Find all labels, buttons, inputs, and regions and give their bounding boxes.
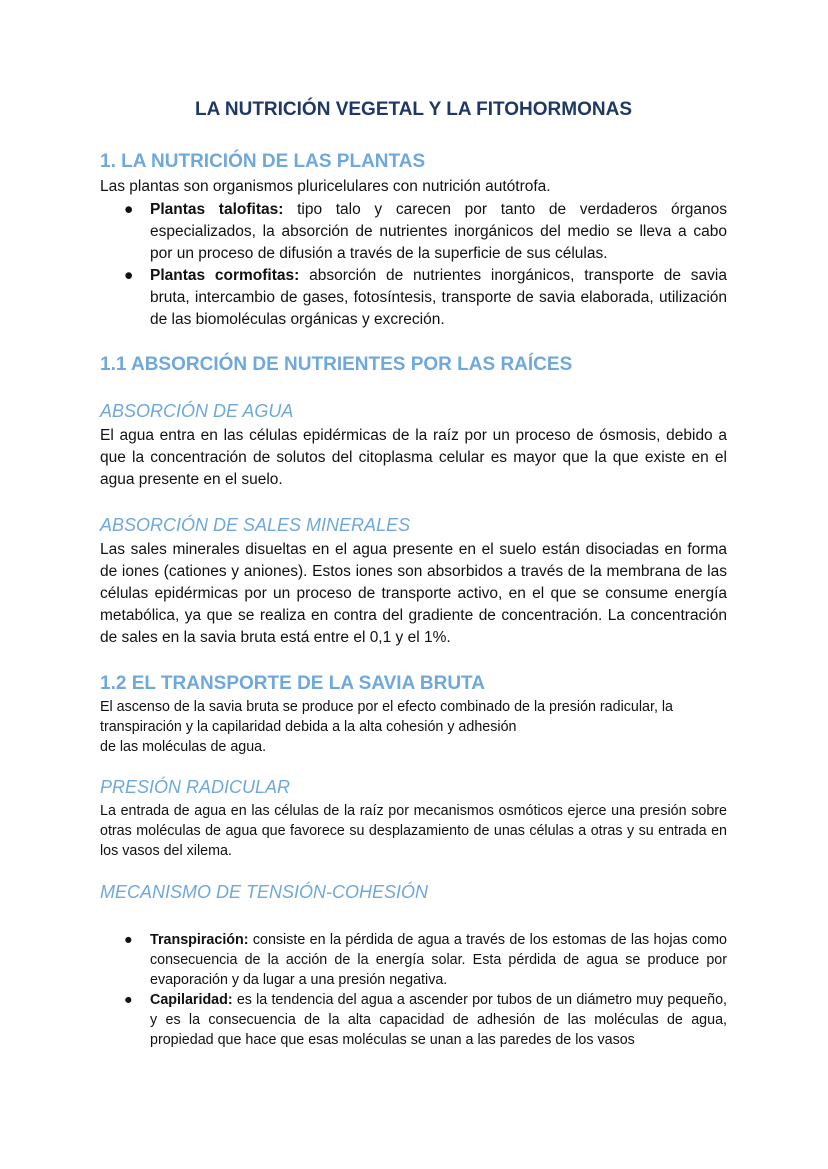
transporte-line: El ascenso de la savia bruta se produce por el efecto combinado de la presión radicular, la [100, 699, 674, 715]
bullet-term: Capilaridad: [150, 992, 233, 1008]
list-item [100, 265, 727, 331]
bullet-icon: ● [124, 932, 133, 948]
bullet-term: Transpiración: [150, 932, 249, 948]
paragraph-absorcion-sales: Las sales minerales disueltas en el agua presente en el suelo están disociadas en forma de iones (cationes y aniones). Estos iones son absorbidos a través de la membrana de las células epidérmicas por un proceso de transporte activo, en el que se consume energía metabólica, ya que se realiza en contra del gradiente de concentración. La concentración de sales en la savia bruta está entre el 0,1 y el 1%. [100, 541, 727, 646]
paragraph-presion-radicular: La entrada de agua en las células de la raíz por mecanismos osmóticos ejerce una presión sobre otras moléculas de agua que favorece su desplazamiento de unas células a otras y su entrada en los vasos del xilema. [100, 803, 727, 859]
transporte-line: transpiración y la capilaridad debida a la alta cohesión y adhesión [100, 719, 517, 735]
paragraph-absorcion-agua: El agua entra en las células epidérmicas de la raíz por un proceso de ósmosis, debido a que la concentración de solutos del citoplasma celular es mayor que la que existe en el agua presente en el suelo. [100, 427, 727, 488]
list-item [100, 930, 727, 990]
bullet-icon: ● [124, 267, 134, 284]
bullet-term: Plantas talofitas: [150, 201, 284, 218]
list-item [100, 990, 727, 1050]
bullet-text: tipo talo y carecen por tanto de verdaderos órganos especializados, la absorción de nutrientes inorgánicos del medio se lleva a cabo por un proceso de difusión a través de la superficie de sus células. [150, 201, 728, 262]
bullet-icon: ● [124, 992, 133, 1008]
paragraph-transporte [100, 697, 727, 757]
bullet-text: absorción de nutrientes inorgánicos, transporte de savia bruta, intercambio de gases, fotosíntesis, transporte de savia elaborada, utilización de las biomoléculas orgánicas y excreción. [150, 267, 727, 328]
subheading-mecanismo: MECANISMO DE TENSIÓN-COHESIÓN [100, 882, 429, 902]
section-intro: Las plantas son organismos pluricelulares con nutrición autótrofa. [100, 178, 551, 195]
subheading-absorcion-agua: ABSORCIÓN DE AGUA [100, 401, 294, 421]
section-heading-transporte: 1.2 EL TRANSPORTE DE LA SAVIA BRUTA [100, 673, 485, 694]
transporte-line: de las moléculas de agua. [100, 739, 267, 755]
plant-types-list [100, 199, 727, 331]
bullet-term: Plantas cormofitas: [150, 267, 300, 284]
section-heading-absorcion: 1.1 ABSORCIÓN DE NUTRIENTES POR LAS RAÍCES [100, 354, 573, 375]
document-title: LA NUTRICIÓN VEGETAL Y LA FITOHORMONAS [194, 99, 633, 120]
bullet-text: es la tendencia del agua a ascender por tubos de un diámetro muy pequeño, y es la consecuencia de la alta capacidad de adhesión de las moléculas de agua, propiedad que hace que esas moléculas se unan a las paredes de los vasos [150, 992, 727, 1048]
mechanism-list [100, 930, 727, 1050]
bullet-text: consiste en la pérdida de agua a través de los estomas de las hojas como consecuencia de la acción de la energía solar. Esta pérdida de agua se produce por evaporación y da lugar a una presión negativa. [150, 932, 727, 988]
section-heading-nutricion: 1. LA NUTRICIÓN DE LAS PLANTAS [100, 151, 426, 172]
list-item [100, 199, 727, 265]
bullet-icon: ● [124, 201, 134, 218]
subheading-presion-radicular: PRESIÓN RADICULAR [100, 777, 291, 797]
subheading-absorcion-sales: ABSORCIÓN DE SALES MINERALES [100, 515, 411, 535]
